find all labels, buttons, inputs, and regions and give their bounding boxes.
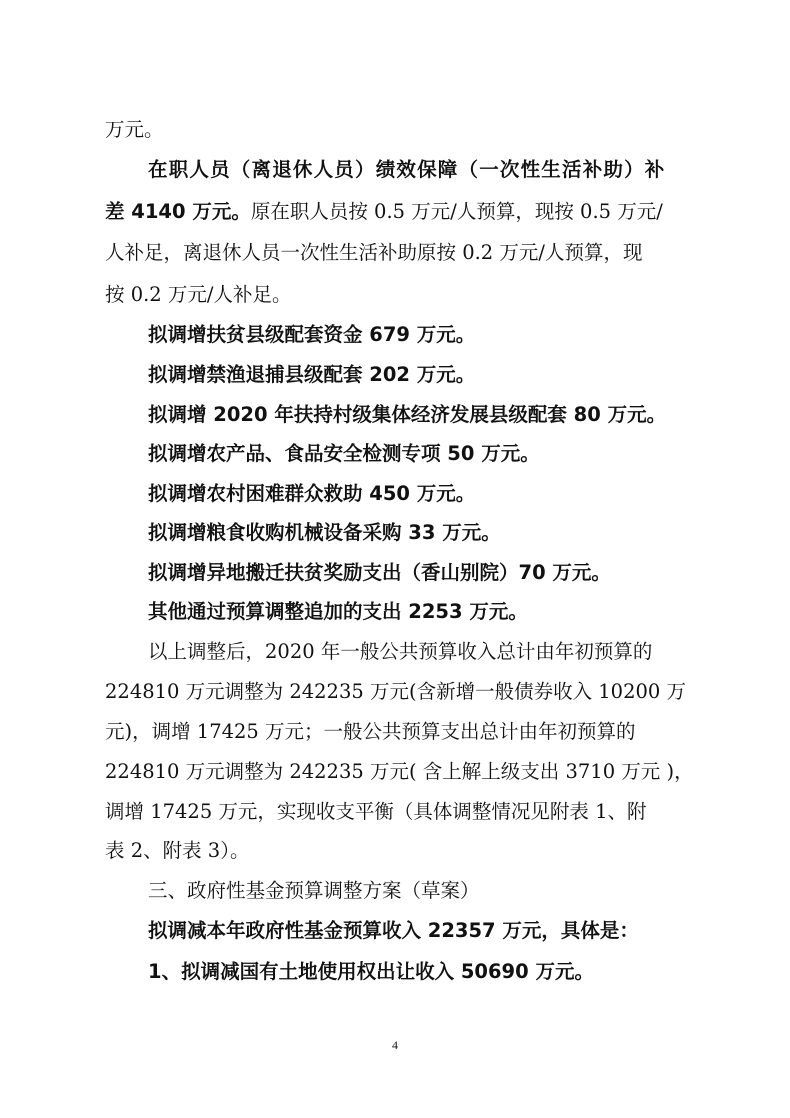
perf-line-3: 人补足，离退休人员一次性生活补助原按 0.2 万元/人预算，现 [105,241,643,264]
perf-heading-line: 在职人员（离退休人员）绩效保障（一次性生活补助）补 [148,158,666,181]
item-poverty-match: 拟调增扶贫县级配套资金 679 万元。 [148,323,476,346]
perf-line-2 [105,202,690,222]
item-fishing-ban: 拟调增禁渔退捕县级配套 202 万元。 [148,363,476,386]
perf-amount-bold: 差 4140 万元。 [105,200,251,223]
item-relocation-reward: 拟调增异地搬迁扶贫奖励支出（香山别院）70 万元。 [148,561,611,584]
item-other-expense: 其他通过预算调整追加的支出 2253 万元。 [148,600,528,623]
item-rural-relief: 拟调增农村困难群众救助 450 万元。 [148,482,476,505]
summary-line-2: 224810 万元调整为 242235 万元(含新增一般债券收入 10200 万 [105,680,687,703]
fund-intro-line: 拟调减本年政府性基金预算收入 22357 万元，具体是： [148,919,639,942]
summary-line-6: 表 2、附表 3）。 [105,839,250,862]
perf-rest-text: 原在职人员按 0.5 万元/人预算，现按 0.5 万元/ [250,200,663,223]
item-village-economy: 拟调增 2020 年扶持村级集体经济发展县级配套 80 万元。 [148,403,667,426]
perf-line-4: 按 0.2 万元/人补足。 [105,283,292,306]
summary-line-3: 元)，调增 17425 万元；一般公共预算支出总计由年初预算的 [105,720,636,743]
item-food-safety: 拟调增农产品、食品安全检测专项 50 万元。 [148,442,540,465]
item-grain-equipment: 拟调增粮食收购机械设备采购 33 万元。 [148,521,501,544]
text-line: 万元。 [105,118,164,141]
summary-line-5: 调增 17425 万元，实现收支平衡（具体调整情况见附表 1、附 [105,800,647,823]
summary-line-1: 以上调整后，2020 年一般公共预算收入总计由年初预算的 [148,640,653,663]
summary-line-4: 224810 万元调整为 242235 万元( 含上解上级支出 3710 万元 )， [105,760,694,783]
section-heading-3: 三、政府性基金预算调整方案（草案） [148,879,480,902]
page-number: 4 [392,1038,398,1052]
fund-item-1: 1、拟调减国有土地使用权出让收入 50690 万元。 [148,960,594,983]
